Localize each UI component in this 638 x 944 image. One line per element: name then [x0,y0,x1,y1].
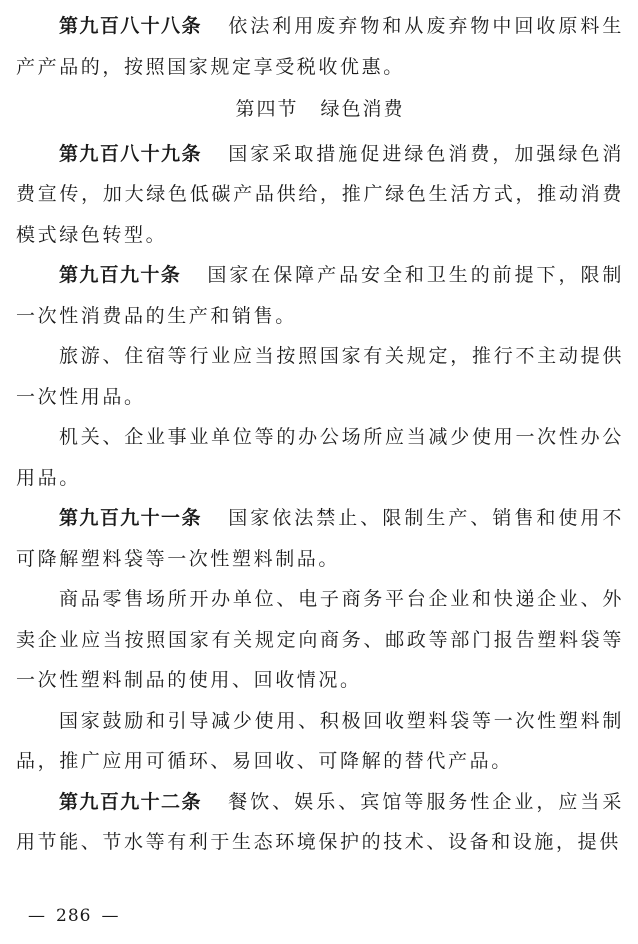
article-991-paragraph-2: 商品零售场所开办单位、电子商务平台企业和快递企业、外卖企业应当按照国家有关规定向商务、邮政等部门报告塑料袋等一次性塑料制品的使用、回收情况。 [16,588,624,691]
article-text: 依法利用废弃物和从废弃物中回收原料生产产品的，按照国家规定享受税收优惠。 [16,15,624,78]
article-988 [16,6,624,87]
article-992 [16,782,624,863]
article-990 [16,255,624,336]
article-991 [16,498,624,579]
page-number: 286 [56,906,92,926]
article-number: 第九百八十九条 [59,142,202,165]
article-number: 第九百九十二条 [59,790,202,813]
section-heading [16,87,624,134]
document-page [16,6,624,863]
article-number: 第九百九十一条 [59,507,202,529]
footer-dash-left: — [28,906,46,926]
article-number: 第九百八十八条 [59,15,202,37]
article-number: 第九百九十条 [59,264,182,286]
section-label: 第四节 [235,98,299,120]
section-title: 绿色消费 [320,98,405,120]
article-990-paragraph-2: 旅游、住宿等行业应当按照国家有关规定，推行不主动提供一次性用品。 [16,345,624,408]
article-text: 国家采取措施促进绿色消费，加强绿色消费宣传，加大绿色低碳产品供给，推广绿色生活方式，推动消费模式绿色转型。 [16,142,624,246]
footer-dash-right: — [101,906,120,926]
article-991-paragraph-3: 国家鼓励和引导减少使用、积极回收塑料袋等一次性塑料制品，推广应用可循环、易回收、可降解的替代产品。 [16,709,624,772]
article-text: 餐饮、娱乐、宾馆等服务性企业，应当采用节能、节水等有利于生态环境保护的技术、设备和设施，提供 [16,790,624,853]
article-989 [16,134,624,256]
article-990-paragraph-3: 机关、企业事业单位等的办公场所应当减少使用一次性办公用品。 [16,426,624,489]
page-footer [28,906,119,926]
article-text: 国家依法禁止、限制生产、销售和使用不可降解塑料袋等一次性塑料制品。 [16,507,624,570]
article-text: 国家在保障产品安全和卫生的前提下，限制一次性消费品的生产和销售。 [16,264,624,327]
